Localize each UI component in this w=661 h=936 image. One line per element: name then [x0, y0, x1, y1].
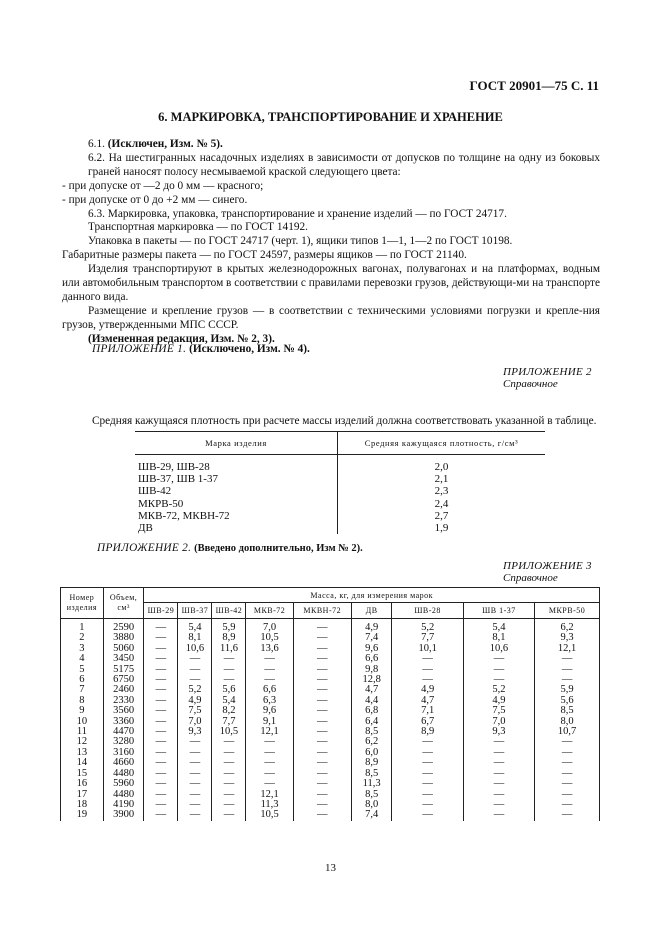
mass-brand-header: ШВ-28 [392, 603, 463, 619]
mass-value-cell: 8,5 [351, 790, 392, 800]
mass-value-cell: 8,5 [535, 706, 600, 716]
mass-value-cell: — [293, 717, 351, 727]
mass-number-cell: 14 [61, 758, 104, 768]
mass-value-cell: — [144, 758, 178, 768]
mass-value-cell: — [293, 654, 351, 664]
mass-value-cell: — [144, 717, 178, 727]
mass-value-cell: — [463, 748, 534, 758]
mass-number-cell: 12 [61, 737, 104, 747]
appendix-3-label: ПРИЛОЖЕНИЕ 3 [503, 560, 592, 572]
mass-value-cell: — [293, 779, 351, 789]
density-col-density: Средняя кажущаяся плотность, г/см³ [338, 432, 546, 455]
mass-value-cell: 5,4 [212, 696, 246, 706]
mass-value-cell: — [463, 810, 534, 820]
mass-value-cell: — [178, 737, 212, 747]
mass-value-cell: — [144, 810, 178, 820]
mass-value-cell: — [212, 779, 246, 789]
mass-value-cell: 4,9 [351, 619, 392, 634]
mass-value-cell: — [144, 790, 178, 800]
mass-number-cell: 17 [61, 790, 104, 800]
mass-value-cell: 12,8 [351, 675, 392, 685]
mass-value-cell: — [463, 769, 534, 779]
density-value-cell: 2,1 [338, 473, 546, 485]
paragraph-6-3-transport: Изделия транспортируют в крытых железнодорожных вагонах, полувагонах и на платформах, водным или автомобильным транспортом в соответствии с правилами перевозки грузов, действующи-ми на транспорте данного вида. [62, 263, 600, 303]
mass-number-cell: 6 [61, 675, 104, 685]
mass-volume-cell: 5960 [103, 779, 144, 789]
mass-value-cell: — [392, 790, 463, 800]
bullet-red: - при допуске от —2 до 0 мм — красного; [62, 179, 264, 192]
mass-volume-cell: 4470 [103, 727, 144, 737]
paragraph-6-3-marking: Транспортная маркировка — по ГОСТ 14192. [88, 221, 308, 234]
appendix-2-label: ПРИЛОЖЕНИЕ 2 [503, 366, 592, 378]
mass-value-cell: — [178, 779, 212, 789]
mass-value-cell: 5,2 [178, 685, 212, 695]
mass-value-cell: — [246, 654, 293, 664]
paragraph-number: 6.1. [88, 138, 105, 150]
mass-value-cell: — [293, 644, 351, 654]
mass-value-cell: — [212, 800, 246, 810]
mass-value-cell: — [144, 675, 178, 685]
mass-value-cell: 7,4 [351, 633, 392, 643]
mass-table [60, 587, 600, 821]
mass-value-cell: — [212, 737, 246, 747]
density-value-cell: 2,4 [338, 498, 546, 510]
table-row [61, 619, 600, 634]
table-row [135, 473, 545, 485]
mass-value-cell: — [246, 779, 293, 789]
section-title: 6. МАРКИРОВКА, ТРАНСПОРТИРОВАНИЕ И ХРАНЕНИЕ [158, 110, 503, 124]
mass-value-cell: 11,3 [351, 779, 392, 789]
mass-value-cell: — [178, 758, 212, 768]
mass-number-cell: 15 [61, 769, 104, 779]
mass-value-cell: 8,2 [212, 706, 246, 716]
mass-value-cell: 5,4 [463, 619, 534, 634]
density-col-brand: Марка изделия [135, 432, 338, 455]
mass-value-cell: — [463, 665, 534, 675]
mass-value-cell: 4,7 [351, 685, 392, 695]
mass-value-cell: 13,6 [246, 644, 293, 654]
appendix-2-type: Справочное [503, 378, 558, 390]
mass-brand-header: МКВ-72 [246, 603, 293, 619]
mass-number-cell: 9 [61, 706, 104, 716]
table-row [61, 665, 600, 675]
mass-volume-cell: 5175 [103, 665, 144, 675]
mass-value-cell: — [293, 758, 351, 768]
mass-number-cell: 7 [61, 685, 104, 695]
mass-value-cell: 10,7 [535, 727, 600, 737]
mass-col-number: Номер изделия [61, 588, 104, 619]
mass-volume-cell: 3360 [103, 717, 144, 727]
mass-value-cell: 5,2 [463, 685, 534, 695]
mass-brand-header: МКРВ-50 [535, 603, 600, 619]
mass-value-cell: — [212, 790, 246, 800]
paragraph-6-1 [88, 138, 600, 152]
paragraph-6-2 [62, 152, 600, 180]
mass-volume-cell: 2590 [103, 619, 144, 634]
mass-value-cell: 10,6 [178, 644, 212, 654]
table-row [61, 790, 600, 800]
mass-value-cell: 6,4 [351, 717, 392, 727]
mass-value-cell: 9,8 [351, 665, 392, 675]
mass-value-cell: 10,6 [463, 644, 534, 654]
mass-value-cell: — [144, 706, 178, 716]
mass-value-cell: — [392, 810, 463, 820]
mass-value-cell: — [178, 654, 212, 664]
mass-value-cell: — [535, 748, 600, 758]
mass-value-cell: 6,6 [351, 654, 392, 664]
table-row [61, 706, 600, 716]
mass-brand-header: ДВ [351, 603, 392, 619]
mass-value-cell: — [535, 758, 600, 768]
mass-value-cell: — [293, 748, 351, 758]
paragraph-6-3-placement: Размещение и крепление грузов — в соответствии с техническими условиями погрузки и крепле-ния грузов, утвержденными МПС СССР. [62, 304, 600, 331]
mass-brand-header: МКВН-72 [293, 603, 351, 619]
mass-value-cell: 4,7 [392, 696, 463, 706]
mass-value-cell: — [144, 737, 178, 747]
table-row [61, 810, 600, 820]
mass-value-cell: — [293, 633, 351, 643]
mass-value-cell: — [144, 644, 178, 654]
table-row [61, 685, 600, 695]
mass-value-cell: — [535, 800, 600, 810]
mass-value-cell: — [293, 737, 351, 747]
mass-volume-cell: 3560 [103, 706, 144, 716]
mass-volume-cell: 6750 [103, 675, 144, 685]
mass-value-cell: 6,8 [351, 706, 392, 716]
mass-value-cell: 5,6 [212, 685, 246, 695]
mass-volume-cell: 4480 [103, 769, 144, 779]
mass-brand-header: ШВ-37 [178, 603, 212, 619]
mass-volume-cell: 3900 [103, 810, 144, 820]
mass-col-volume: Объем, см³ [103, 588, 144, 619]
table-row [135, 455, 545, 474]
mass-value-cell: — [212, 748, 246, 758]
appendix-2-note-line [97, 542, 363, 554]
mass-volume-cell: 4190 [103, 800, 144, 810]
mass-number-cell: 2 [61, 633, 104, 643]
section-body [62, 138, 600, 347]
table-row [61, 717, 600, 727]
mass-value-cell: — [246, 769, 293, 779]
mass-value-cell: 7,5 [463, 706, 534, 716]
mass-number-cell: 19 [61, 810, 104, 820]
mass-value-cell: — [392, 748, 463, 758]
mass-brand-header: ШВ 1-37 [463, 603, 534, 619]
mass-value-cell: — [246, 748, 293, 758]
mass-value-cell: — [212, 675, 246, 685]
mass-value-cell: — [178, 810, 212, 820]
density-value-cell: 1,9 [338, 522, 546, 534]
table-row [61, 675, 600, 685]
page-number: 13 [325, 862, 336, 874]
mass-value-cell: — [463, 779, 534, 789]
mass-value-cell: 7,7 [392, 633, 463, 643]
density-table [135, 431, 545, 534]
mass-value-cell: 7,0 [463, 717, 534, 727]
mass-value-cell: — [392, 779, 463, 789]
mass-value-cell: 7,4 [351, 810, 392, 820]
density-brand-cell: ШВ-29, ШВ-28 [138, 461, 210, 473]
paragraph-6-3: 6.3. Маркировка, упаковка, транспортирование и хранение изделий — по ГОСТ 24717. [88, 207, 507, 220]
mass-value-cell: — [293, 619, 351, 634]
mass-value-cell: — [463, 790, 534, 800]
mass-value-cell: — [178, 790, 212, 800]
mass-value-cell: — [535, 675, 600, 685]
mass-value-cell: 8,5 [351, 727, 392, 737]
appendix-2-note-text: (Введено дополнительно, Изм № 2). [194, 543, 363, 554]
table-row [61, 779, 600, 789]
mass-value-cell: — [392, 654, 463, 664]
mass-value-cell: 9,3 [178, 727, 212, 737]
mass-value-cell: 4,9 [178, 696, 212, 706]
mass-value-cell: — [212, 810, 246, 820]
mass-volume-cell: 2460 [103, 685, 144, 695]
table-row [61, 654, 600, 664]
mass-value-cell: — [293, 810, 351, 820]
mass-number-cell: 5 [61, 665, 104, 675]
mass-value-cell: 9,6 [351, 644, 392, 654]
mass-value-cell: — [392, 758, 463, 768]
mass-value-cell: — [293, 769, 351, 779]
mass-number-cell: 11 [61, 727, 104, 737]
mass-value-cell: 12,1 [246, 727, 293, 737]
density-value-cell: 2,7 [338, 510, 546, 522]
mass-number-cell: 18 [61, 800, 104, 810]
table-row [135, 485, 545, 497]
mass-value-cell: — [463, 675, 534, 685]
density-brand-cell: МКРВ-50 [138, 497, 184, 510]
mass-value-cell: — [178, 800, 212, 810]
mass-value-cell: 7,7 [212, 717, 246, 727]
appendix-2-note-label: ПРИЛОЖЕНИЕ 2. [97, 542, 192, 554]
mass-number-cell: 1 [61, 619, 104, 634]
mass-value-cell: 12,1 [535, 644, 600, 654]
table-row [61, 769, 600, 779]
mass-value-cell: — [144, 779, 178, 789]
mass-volume-cell: 4480 [103, 790, 144, 800]
appendix-1-line [92, 343, 310, 355]
table-row [61, 696, 600, 706]
paragraph-6-2-text: 6.2. На шестигранных насадочных изделиях в зависимости от допусков по толщине на одну из боковых граней наносят полосу несмываемой краской следующего цвета: [88, 151, 600, 178]
mass-value-cell: 12,1 [246, 790, 293, 800]
mass-value-cell: — [293, 706, 351, 716]
mass-value-cell: 6,2 [535, 619, 600, 634]
table-row [61, 758, 600, 768]
density-value-cell: 2,3 [338, 485, 546, 497]
mass-value-cell: 9,1 [246, 717, 293, 727]
mass-value-cell: — [144, 654, 178, 664]
mass-value-cell: — [392, 769, 463, 779]
mass-group-header: Масса, кг, для измерения марок [144, 588, 600, 603]
table-row [135, 498, 545, 510]
mass-value-cell: 10,5 [212, 727, 246, 737]
mass-value-cell: — [212, 654, 246, 664]
mass-value-cell: 8,0 [535, 717, 600, 727]
mass-value-cell: — [178, 769, 212, 779]
mass-value-cell: — [392, 737, 463, 747]
appendix-1-label: ПРИЛОЖЕНИЕ 1. [92, 343, 187, 355]
table-row [135, 510, 545, 522]
mass-number-cell: 4 [61, 654, 104, 664]
mass-value-cell: — [144, 685, 178, 695]
mass-value-cell: 5,2 [392, 619, 463, 634]
mass-value-cell: 6,3 [246, 696, 293, 706]
mass-value-cell: — [178, 675, 212, 685]
density-intro: Средняя кажущаяся плотность при расчете массы изделий должна соответствовать указанной в таблице. [92, 415, 597, 427]
mass-value-cell: 4,9 [392, 685, 463, 695]
mass-volume-cell: 3160 [103, 748, 144, 758]
table-row [61, 737, 600, 747]
mass-value-cell: — [144, 727, 178, 737]
appendix-3-heading [503, 560, 599, 584]
mass-value-cell: — [535, 654, 600, 664]
density-value-cell: 2,0 [338, 455, 546, 474]
mass-value-cell: — [293, 800, 351, 810]
table-row [61, 633, 600, 643]
mass-value-cell: — [392, 675, 463, 685]
mass-value-cell: 6,2 [351, 737, 392, 747]
mass-value-cell: — [144, 800, 178, 810]
mass-value-cell: — [293, 675, 351, 685]
mass-brand-header: ШВ-42 [212, 603, 246, 619]
table-row [61, 748, 600, 758]
mass-value-cell: — [144, 769, 178, 779]
mass-value-cell: — [535, 769, 600, 779]
mass-value-cell: 5,9 [212, 619, 246, 634]
mass-value-cell: — [212, 758, 246, 768]
mass-value-cell: 8,1 [463, 633, 534, 643]
mass-value-cell: 5,4 [178, 619, 212, 634]
mass-value-cell: 9,3 [535, 633, 600, 643]
table-row [61, 727, 600, 737]
mass-value-cell: 8,5 [351, 769, 392, 779]
excluded-note: (Исключен, Изм. № 5). [107, 138, 223, 150]
mass-value-cell: — [144, 696, 178, 706]
density-brand-cell: ДВ [138, 522, 153, 535]
mass-value-cell: — [293, 685, 351, 695]
mass-value-cell: 10,1 [392, 644, 463, 654]
mass-value-cell: — [535, 779, 600, 789]
mass-value-cell: — [535, 665, 600, 675]
mass-value-cell: — [293, 696, 351, 706]
mass-value-cell: — [463, 737, 534, 747]
mass-value-cell: — [144, 619, 178, 634]
mass-value-cell: — [144, 665, 178, 675]
mass-value-cell: — [246, 675, 293, 685]
mass-value-cell: 5,6 [535, 696, 600, 706]
mass-value-cell: — [535, 810, 600, 820]
mass-value-cell: 8,9 [212, 633, 246, 643]
amendment-note: (Измененная редакция, Изм. № 2, 3). [88, 332, 275, 345]
mass-value-cell: 11,6 [212, 644, 246, 654]
mass-value-cell: — [144, 633, 178, 643]
mass-value-cell: 7,0 [178, 717, 212, 727]
page-header-ref: ГОСТ 20901—75 С. 11 [469, 78, 599, 93]
paragraph-6-3-dimensions: Габаритные размеры пакета — по ГОСТ 24597, размеры ящиков — по ГОСТ 21140. [62, 249, 467, 262]
table-row [61, 644, 600, 654]
mass-value-cell: 8,0 [351, 800, 392, 810]
appendix-2-heading [503, 366, 599, 390]
appendix-1-note: (Исключено, Изм. № 4). [189, 343, 310, 355]
mass-value-cell: — [212, 769, 246, 779]
mass-value-cell: 8,1 [178, 633, 212, 643]
density-brand-cell: МКВ-72, МКВН-72 [138, 509, 230, 522]
mass-brand-header: ШВ-29 [144, 603, 178, 619]
mass-value-cell: — [293, 665, 351, 675]
mass-value-cell: 10,5 [246, 633, 293, 643]
mass-volume-cell: 3450 [103, 654, 144, 664]
mass-volume-cell: 5060 [103, 644, 144, 654]
mass-value-cell: 8,9 [351, 758, 392, 768]
mass-value-cell: 4,9 [463, 696, 534, 706]
mass-value-cell: 7,5 [178, 706, 212, 716]
mass-value-cell: — [463, 800, 534, 810]
mass-number-cell: 10 [61, 717, 104, 727]
mass-value-cell: — [535, 790, 600, 800]
mass-value-cell: — [392, 665, 463, 675]
mass-volume-cell: 3280 [103, 737, 144, 747]
mass-value-cell: 6,6 [246, 685, 293, 695]
paragraph-6-3-packaging: Упаковка в пакеты — по ГОСТ 24717 (черт. 1), ящики типов 1—1, 1—2 по ГОСТ 10198. [88, 235, 513, 248]
bullet-blue: - при допуске от 0 до +2 мм — синего. [62, 193, 248, 206]
mass-number-cell: 8 [61, 696, 104, 706]
density-brand-cell: ШВ-42 [138, 485, 172, 498]
mass-value-cell: 10,5 [246, 810, 293, 820]
mass-value-cell: — [178, 748, 212, 758]
mass-value-cell: — [246, 665, 293, 675]
mass-value-cell: 9,3 [463, 727, 534, 737]
mass-value-cell: — [178, 665, 212, 675]
mass-value-cell: — [293, 790, 351, 800]
density-brand-cell: ШВ-37, ШВ 1-37 [138, 473, 218, 486]
mass-value-cell: — [392, 800, 463, 810]
table-row [61, 800, 600, 810]
mass-value-cell: 4,4 [351, 696, 392, 706]
mass-value-cell: 11,3 [246, 800, 293, 810]
mass-number-cell: 13 [61, 748, 104, 758]
mass-value-cell: — [212, 665, 246, 675]
table-row [135, 522, 545, 534]
mass-value-cell: — [144, 748, 178, 758]
mass-value-cell: — [246, 758, 293, 768]
mass-value-cell: 9,6 [246, 706, 293, 716]
mass-value-cell: 6,7 [392, 717, 463, 727]
mass-volume-cell: 4660 [103, 758, 144, 768]
mass-value-cell: 7,0 [246, 619, 293, 634]
mass-volume-cell: 3880 [103, 633, 144, 643]
mass-value-cell: — [246, 737, 293, 747]
mass-value-cell: — [293, 727, 351, 737]
mass-number-cell: 16 [61, 779, 104, 789]
mass-volume-cell: 2330 [103, 696, 144, 706]
mass-value-cell: 7,1 [392, 706, 463, 716]
mass-value-cell: — [535, 737, 600, 747]
appendix-3-type: Справочное [503, 572, 558, 584]
mass-value-cell: — [463, 758, 534, 768]
mass-number-cell: 3 [61, 644, 104, 654]
mass-value-cell: 6,0 [351, 748, 392, 758]
mass-value-cell: — [463, 654, 534, 664]
mass-value-cell: 5,9 [535, 685, 600, 695]
mass-value-cell: 8,9 [392, 727, 463, 737]
